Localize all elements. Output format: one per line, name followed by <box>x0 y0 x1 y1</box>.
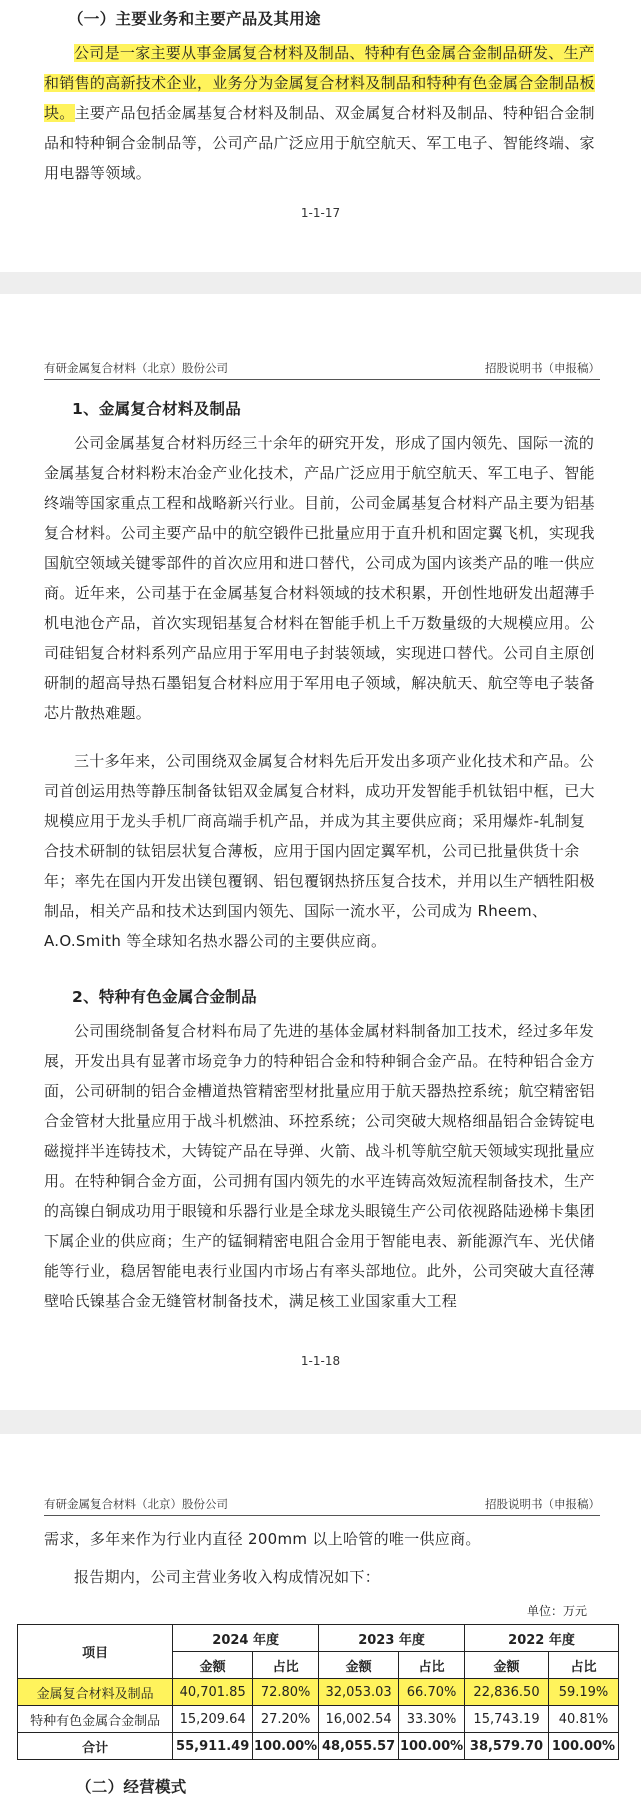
table-row <box>18 1679 619 1706</box>
page-3 <box>0 1434 641 1802</box>
cell: 33.30% <box>399 1706 465 1733</box>
ratio-header: 占比 <box>253 1652 319 1679</box>
cell: 55,911.49 <box>173 1733 253 1760</box>
paragraph-bimetal: 三十多年来，公司围绕双金属复合材料先后开发出多项产业化技术和产品。公司首创运用热等静压制备钛铝双金属复合材料，成功开发智能手机钛铝中框，已大规模应用于龙头手机厂商高端手机产品，并成为其主要供应商；采用爆炸-轧制复合技术研制的钛铝层状复合薄板，应用于国内固定翼军机，公司已批量供货十余年；率先在国内开发出镁包覆钢、铝包覆钢热挤压复合技术，并用以生产牺牲阳极制品，相关产品和技术达到国内领先、国际一流水平，公司成为 Rheem、A.O.Smith 等全球知名热水器公司的主要供应商。 <box>44 752 595 950</box>
ratio-header: 占比 <box>548 1652 618 1679</box>
cell: 100.00% <box>399 1733 465 1760</box>
header-doc: 招股说明书（申报稿） <box>485 361 600 375</box>
paragraph-special-alloy: 公司围绕制备复合材料布局了先进的基体金属材料制备加工技术，经过多年发展，开发出具有显著市场竞争力的特种铝合金和特种铜合金产品。在特种铝合金方面，公司研制的铝合金槽道热管精密型材批量应用于航天器热控系统；航空精密铝合金管材大批量应用于战斗机燃油、环控系统；公司突破大规格细晶铝合金铸锭电磁搅拌半连铸技术，大铸锭产品在导弹、火箭、战斗机等航空航天领域实现批量应用。在特种铜合金方面，公司拥有国内领先的水平连铸高效短流程制备技术，生产的高镍白铜成功用于眼镜和乐器行业是全球龙头眼镜生产公司依视路陆逊梯卡集团下属企业的供应商；生产的锰铜精密电阻合金用于智能电表、新能源汽车、光伏储能等行业，稳居智能电表行业国内市场占有率头部地位。此外，公司突破大直径薄壁哈氏镍基合金无缝管材制备技术，满足核工业国家重大工程 <box>44 1022 595 1310</box>
intro-rest: 主要产品包括金属基复合材料及制品、双金属复合材料及制品、特种铝合金制品和特种铜合金制品等，公司产品广泛应用于航空航天、军工电子、智能终端、家用电器等领域。 <box>44 104 595 182</box>
year-header: 2022 年度 <box>465 1625 619 1652</box>
cell: 100.00% <box>253 1733 319 1760</box>
ratio-header: 占比 <box>399 1652 465 1679</box>
item-header: 项目 <box>18 1625 173 1679</box>
cell: 40,701.85 <box>173 1679 253 1706</box>
row-label: 特种有色金属合金制品 <box>18 1706 173 1733</box>
cell: 32,053.03 <box>319 1679 399 1706</box>
unit-label: 单位：万元 <box>527 1604 588 1618</box>
cell: 16,002.54 <box>319 1706 399 1733</box>
cell: 22,836.50 <box>465 1679 549 1706</box>
header-company: 有研金属复合材料（北京）股份公司 <box>44 361 228 375</box>
year-header: 2023 年度 <box>319 1625 465 1652</box>
page-number: 1-1-18 <box>300 1354 341 1368</box>
page-number: 1-1-17 <box>300 206 341 220</box>
heading-metal-composite: 1、金属复合材料及制品 <box>72 400 242 418</box>
section-heading-main-business: （一）主要业务和主要产品及其用途 <box>68 10 321 28</box>
row-label: 金属复合材料及制品 <box>18 1679 173 1706</box>
cell: 15,209.64 <box>173 1706 253 1733</box>
section-heading-business-model: （二）经营模式 <box>76 1778 187 1796</box>
intro-paragraph <box>44 38 600 188</box>
page-gap <box>0 272 641 294</box>
revenue-table <box>17 1624 619 1760</box>
heading-special-alloy: 2、特种有色金属合金制品 <box>72 988 257 1006</box>
amount-header: 金额 <box>319 1652 399 1679</box>
header-doc: 招股说明书（申报稿） <box>485 1497 600 1511</box>
cell: 15,743.19 <box>465 1706 549 1733</box>
year-header: 2024 年度 <box>173 1625 319 1652</box>
page-2 <box>0 294 641 1410</box>
cell: 72.80% <box>253 1679 319 1706</box>
table-row <box>18 1706 619 1733</box>
cell: 40.81% <box>548 1706 618 1733</box>
cell: 59.19% <box>548 1679 618 1706</box>
row-label: 合计 <box>18 1733 173 1760</box>
cell: 66.70% <box>399 1679 465 1706</box>
cell: 48,055.57 <box>319 1733 399 1760</box>
page-header <box>44 360 600 380</box>
page-header <box>44 1496 600 1516</box>
header-company: 有研金属复合材料（北京）股份公司 <box>44 1497 228 1511</box>
page-gap <box>0 1410 641 1434</box>
cell: 38,579.70 <box>465 1733 549 1760</box>
cell: 100.00% <box>548 1733 618 1760</box>
highlighted-sentence: 公司是一家主要从事金属复合材料及制品、特种有色金属合金制品研发、生产和销售的高新技术企业，业务分为金属复合材料及制品和特种有色金属合金制品板块。 <box>44 44 595 122</box>
paragraph-metal-composite: 公司金属基复合材料历经三十余年的研究开发，形成了国内领先、国际一流的金属基复合材料粉末冶金产业化技术，产品广泛应用于航空航天、军工电子、智能终端等国家重点工程和战略新兴行业。目前，公司金属基复合材料产品主要为铝基复合材料。公司主要产品中的航空锻件已批量应用于直升机和固定翼飞机，实现我国航空领域关键零部件的首次应用和进口替代，公司成为国内该类产品的唯一供应商。近年来，公司基于在金属基复合材料领域的技术积累，开创性地研发出超薄手机电池仓产品，首次实现铝基复合材料在智能手机上千万数量级的大规模应用。公司硅铝复合材料系列产品应用于军用电子封装领域，实现进口替代。公司自主原创研制的超高导热石墨铝复合材料应用于军用电子领域，解决航天、航空等电子装备芯片散热难题。 <box>44 434 595 722</box>
amount-header: 金额 <box>465 1652 549 1679</box>
page-1 <box>0 0 641 232</box>
paragraph-revenue-intro: 报告期内，公司主营业务收入构成情况如下： <box>74 1568 381 1586</box>
amount-header: 金额 <box>173 1652 253 1679</box>
table-row-total <box>18 1733 619 1760</box>
paragraph-demand: 需求，多年来作为行业内直径 200mm 以上哈管的唯一供应商。 <box>44 1530 481 1548</box>
cell: 27.20% <box>253 1706 319 1733</box>
